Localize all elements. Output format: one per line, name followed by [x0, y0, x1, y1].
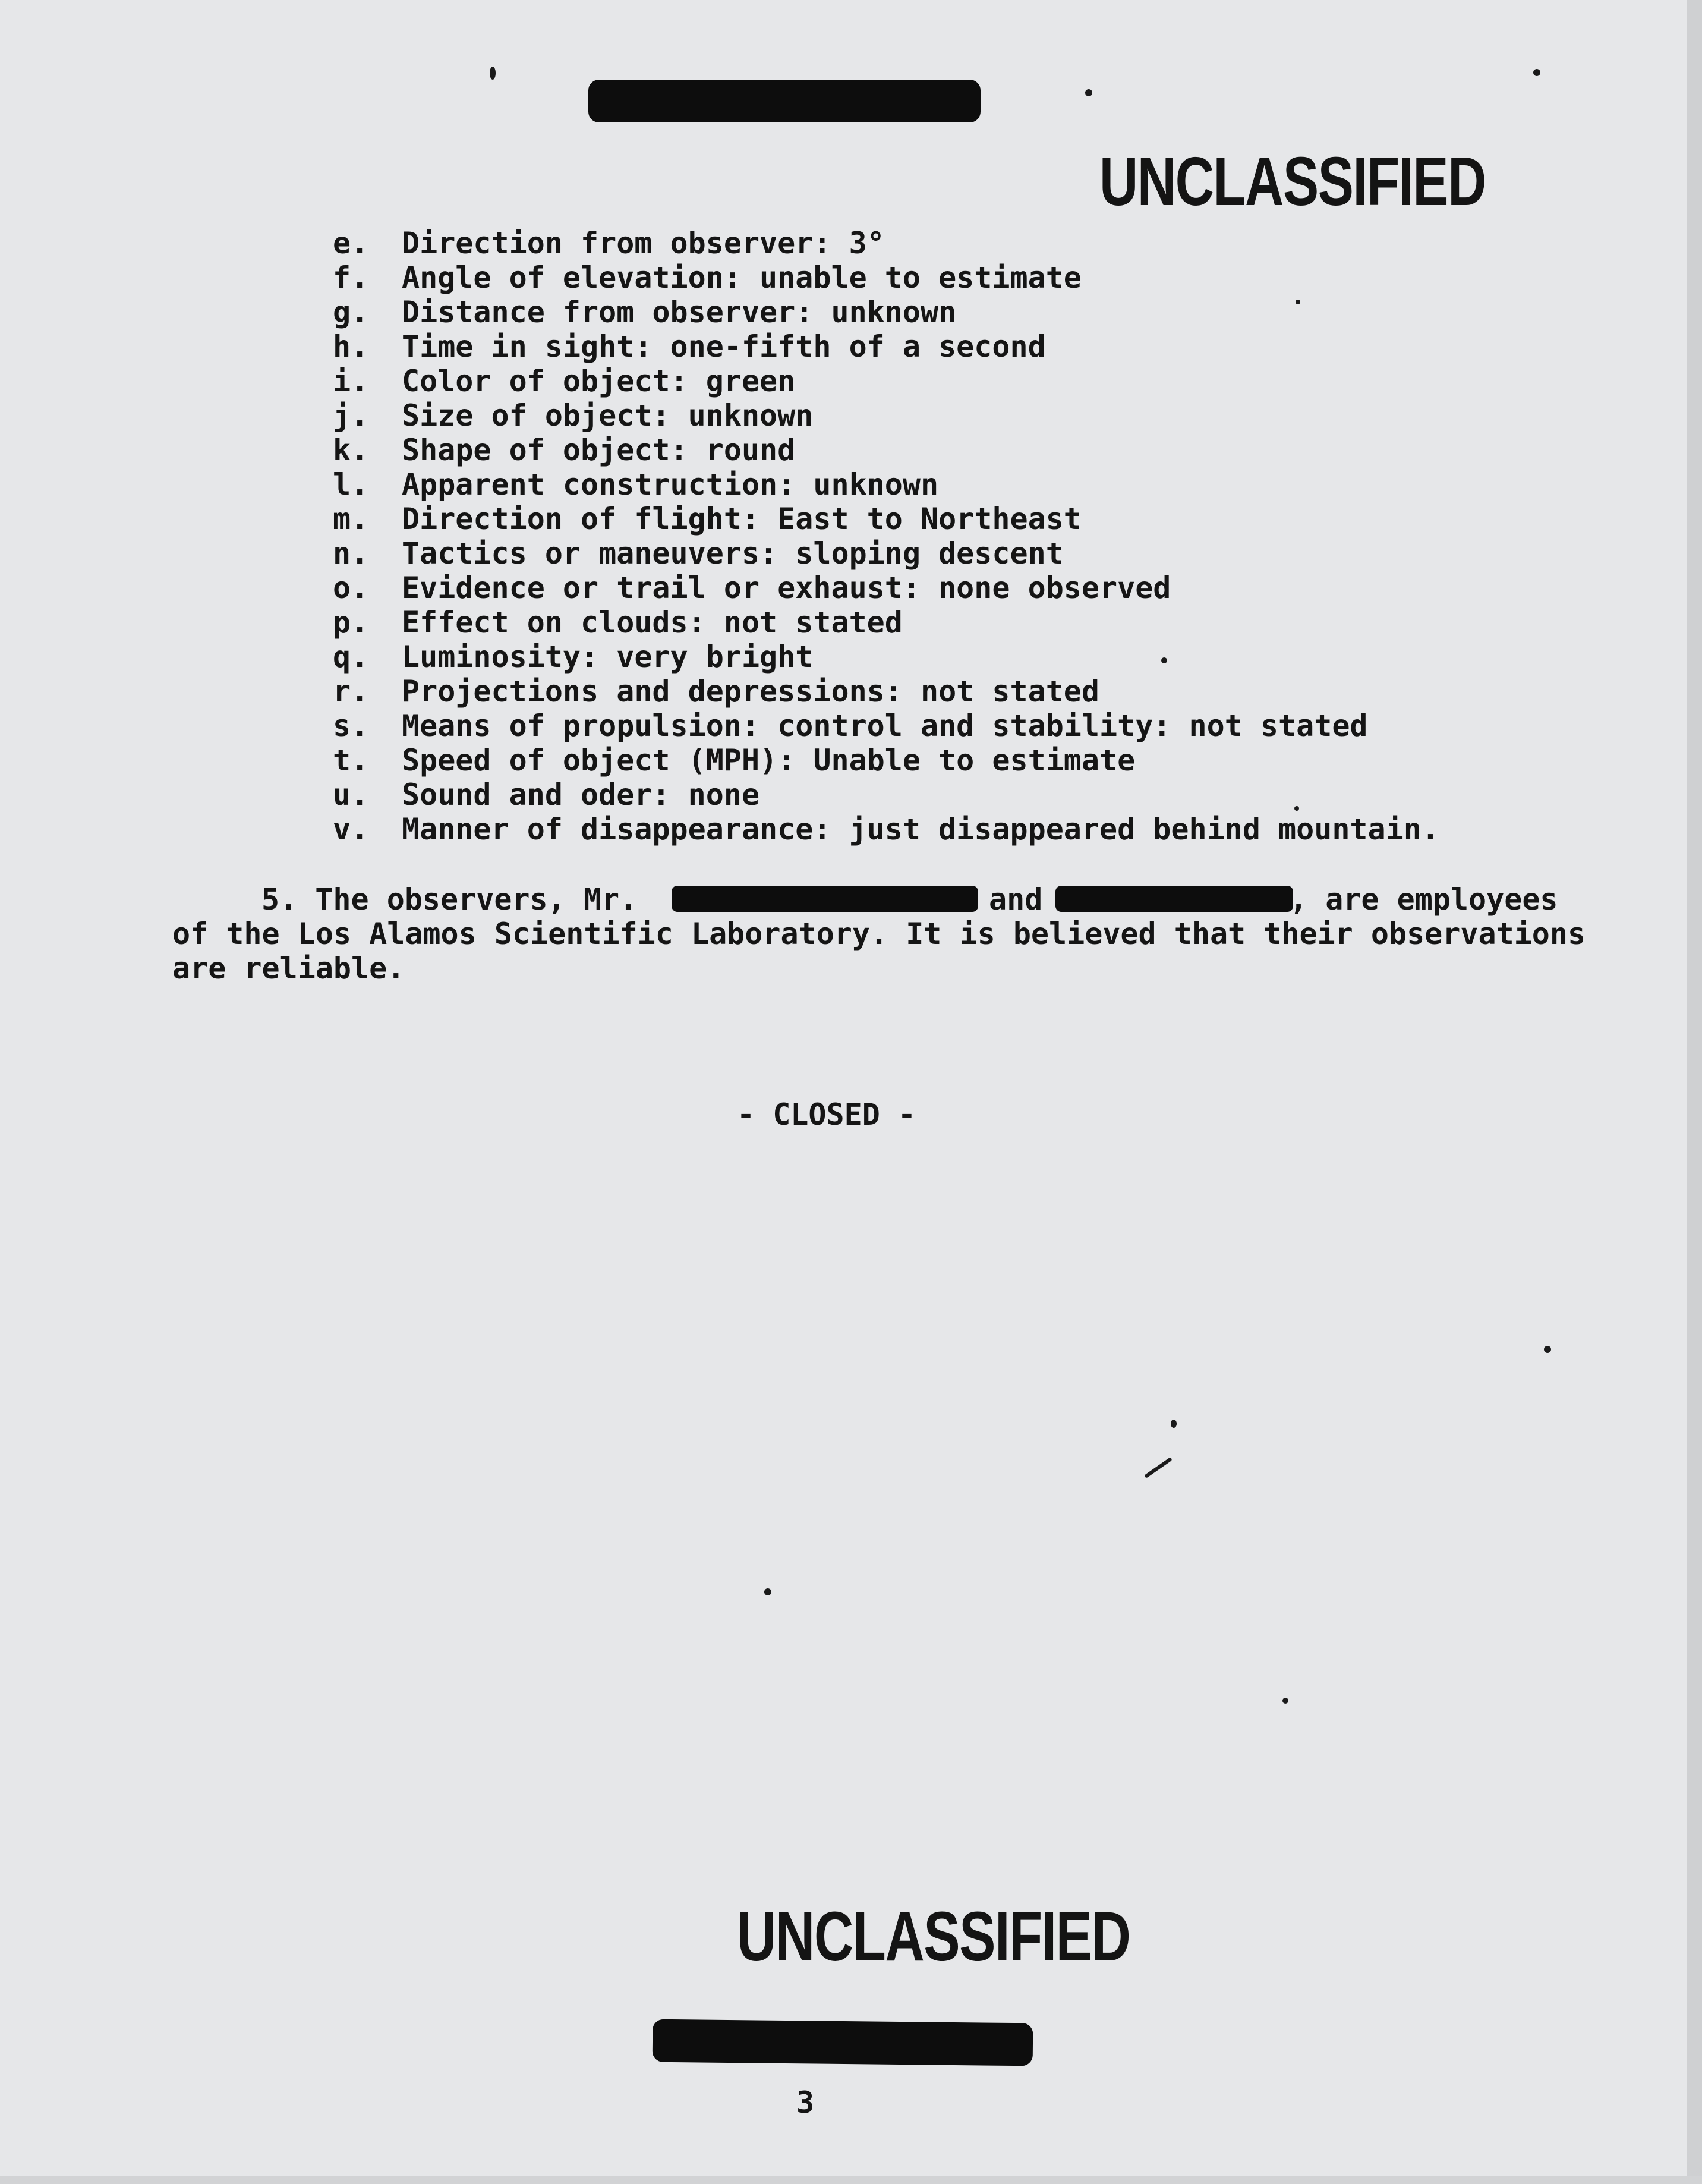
redacted-classification-header [588, 80, 981, 122]
list-item [333, 571, 1171, 605]
item-letter: n. [333, 536, 369, 571]
list-item [333, 329, 1046, 364]
scan-speck [490, 67, 496, 80]
item-text: Effect on clouds: not stated [402, 605, 903, 640]
item-text: Projections and depressions: not stated [402, 674, 1099, 709]
paragraph-line-1c: , are employees [1290, 882, 1558, 917]
list-item [333, 778, 759, 812]
item-letter: k. [333, 433, 369, 467]
item-text: Distance from observer: unknown [402, 295, 957, 329]
item-text: Color of object: green [402, 364, 796, 398]
list-item [333, 364, 795, 398]
paragraph-line-3: are reliable. [172, 951, 405, 986]
paragraph-line-2: of the Los Alamos Scientific Laboratory. It is believed that their observations [172, 917, 1586, 951]
item-letter: r. [333, 674, 369, 709]
list-item [333, 640, 813, 674]
scan-speck [1294, 806, 1299, 811]
item-letter: i. [333, 364, 369, 398]
item-letter: s. [333, 709, 369, 743]
item-text: Speed of object (MPH): Unable to estimate [402, 743, 1136, 778]
item-letter: p. [333, 605, 369, 640]
item-text: Apparent construction: unknown [402, 467, 939, 502]
item-letter: m. [333, 502, 369, 536]
item-text: Direction of flight: East to Northeast [402, 502, 1082, 536]
item-letter: o. [333, 571, 369, 605]
item-letter: h. [333, 329, 369, 364]
paragraph-line-1a: 5. The observers, Mr. [261, 882, 638, 917]
unclassified-stamp-bottom: UNCLASSIFIED [737, 1897, 1130, 1976]
redacted-observer-name-2 [1055, 886, 1293, 912]
scan-speck [1171, 1420, 1177, 1428]
item-text: Angle of elevation: unable to estimate [402, 260, 1082, 295]
list-item [333, 467, 938, 502]
list-item [333, 295, 956, 329]
scan-speck [1161, 657, 1167, 663]
list-item [333, 709, 1368, 743]
list-item [333, 226, 885, 260]
list-item [333, 398, 813, 433]
list-item [333, 433, 795, 467]
unclassified-stamp-top: UNCLASSIFIED [1099, 143, 1486, 220]
scan-edge-bottom [0, 2176, 1702, 2184]
list-item [333, 743, 1135, 778]
item-text: Luminosity: very bright [402, 640, 814, 674]
item-letter: u. [333, 778, 369, 812]
scan-speck [764, 1588, 771, 1595]
redacted-classification-footer [653, 2019, 1033, 2066]
scan-speck [1296, 300, 1300, 304]
scan-speck [1544, 1346, 1551, 1353]
scan-edge-right [1687, 0, 1702, 2184]
scan-speck [1282, 1698, 1288, 1704]
item-text: Manner of disappearance: just disappeared behind mountain. [402, 812, 1439, 846]
item-text: Sound and oder: none [402, 778, 760, 812]
item-letter: g. [333, 295, 369, 329]
list-item [333, 502, 1082, 536]
item-letter: j. [333, 398, 369, 433]
item-text: Means of propulsion: control and stability: not stated [402, 709, 1368, 743]
closed-marker: - CLOSED - [737, 1097, 916, 1132]
item-text: Direction from observer: 3° [402, 226, 885, 260]
redacted-observer-name-1 [672, 886, 978, 912]
item-letter: e. [333, 226, 369, 260]
item-text: Tactics or maneuvers: sloping descent [402, 536, 1064, 571]
list-item [333, 260, 1082, 295]
item-letter: f. [333, 260, 369, 295]
item-text: Evidence or trail or exhaust: none observed [402, 571, 1171, 605]
item-text: Shape of object: round [402, 433, 796, 467]
scan-speck [1085, 89, 1092, 96]
paragraph-line-1b: and [989, 882, 1043, 917]
item-text: Size of object: unknown [402, 398, 814, 433]
scan-speck [1533, 69, 1540, 76]
page-number: 3 [796, 2085, 815, 2120]
item-letter: t. [333, 743, 369, 778]
scan-streak [1144, 1457, 1173, 1478]
list-item [333, 605, 903, 640]
list-item [333, 812, 1439, 846]
item-letter: l. [333, 467, 369, 502]
item-letter: q. [333, 640, 369, 674]
item-letter: v. [333, 812, 369, 846]
list-item [333, 536, 1064, 571]
list-item [333, 674, 1099, 709]
item-text: Time in sight: one-fifth of a second [402, 329, 1046, 364]
